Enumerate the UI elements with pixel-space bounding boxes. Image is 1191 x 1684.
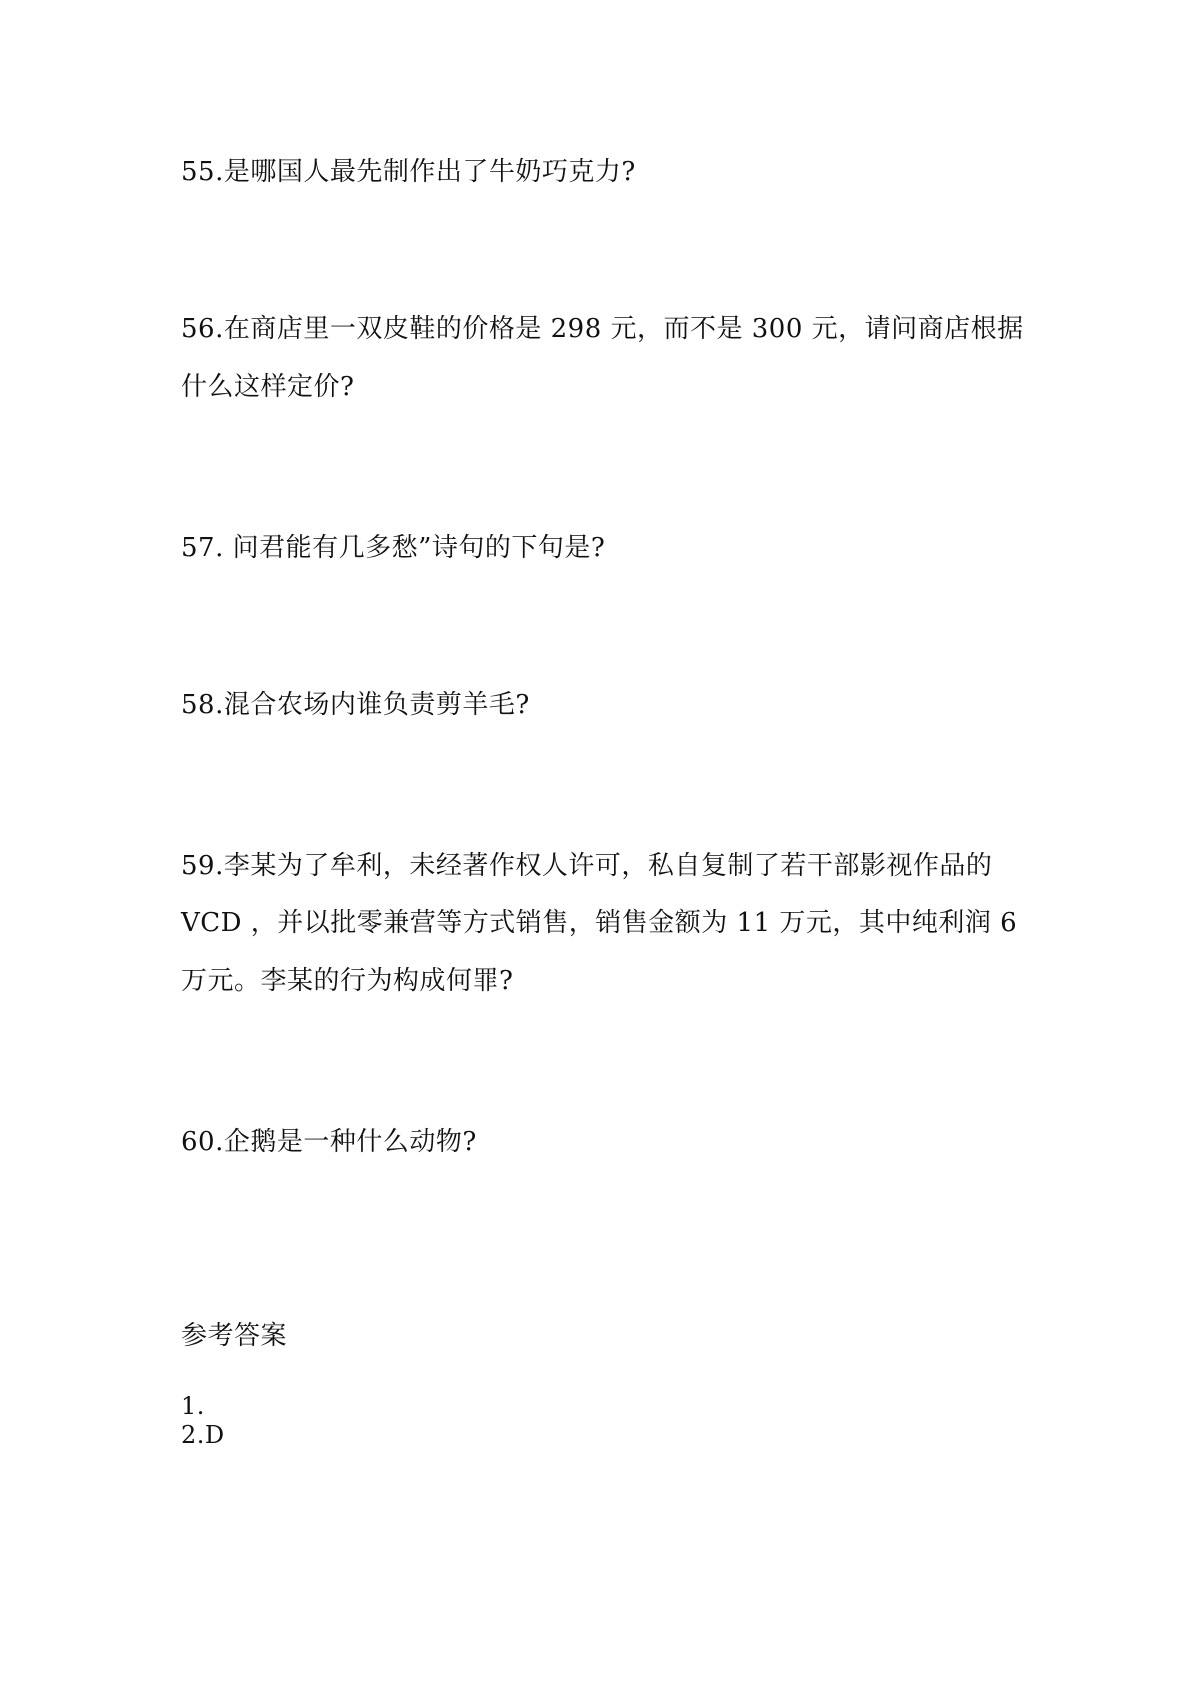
question-55: 55.是哪国人最先制作出了牛奶巧克力? [181, 157, 636, 187]
question-60: 60.企鹅是一种什么动物? [181, 1127, 477, 1157]
answer-item: 1. [181, 1392, 205, 1420]
question-59-line-3: 万元。李某的行为构成何罪? [181, 966, 514, 996]
question-56-line-1: 56.在商店里一双皮鞋的价格是 298 元，而不是 300 元，请问商店根据 [181, 314, 1024, 344]
question-58: 58.混合农场内谁负责剪羊毛? [181, 690, 530, 720]
question-56-line-2: 什么这样定价? [181, 372, 355, 402]
answers-title: 参考答案 [181, 1321, 288, 1351]
question-59-line-2: VCD ，并以批零兼营等方式销售，销售金额为 11 万元，其中纯利润 6 [181, 908, 1018, 938]
answer-item: 2.D [181, 1421, 225, 1449]
question-57: 57. 问君能有几多愁”诗句的下句是? [181, 533, 606, 563]
question-59-line-1: 59.李某为了牟利，未经著作权人许可，私自复制了若干部影视作品的 [181, 851, 993, 881]
